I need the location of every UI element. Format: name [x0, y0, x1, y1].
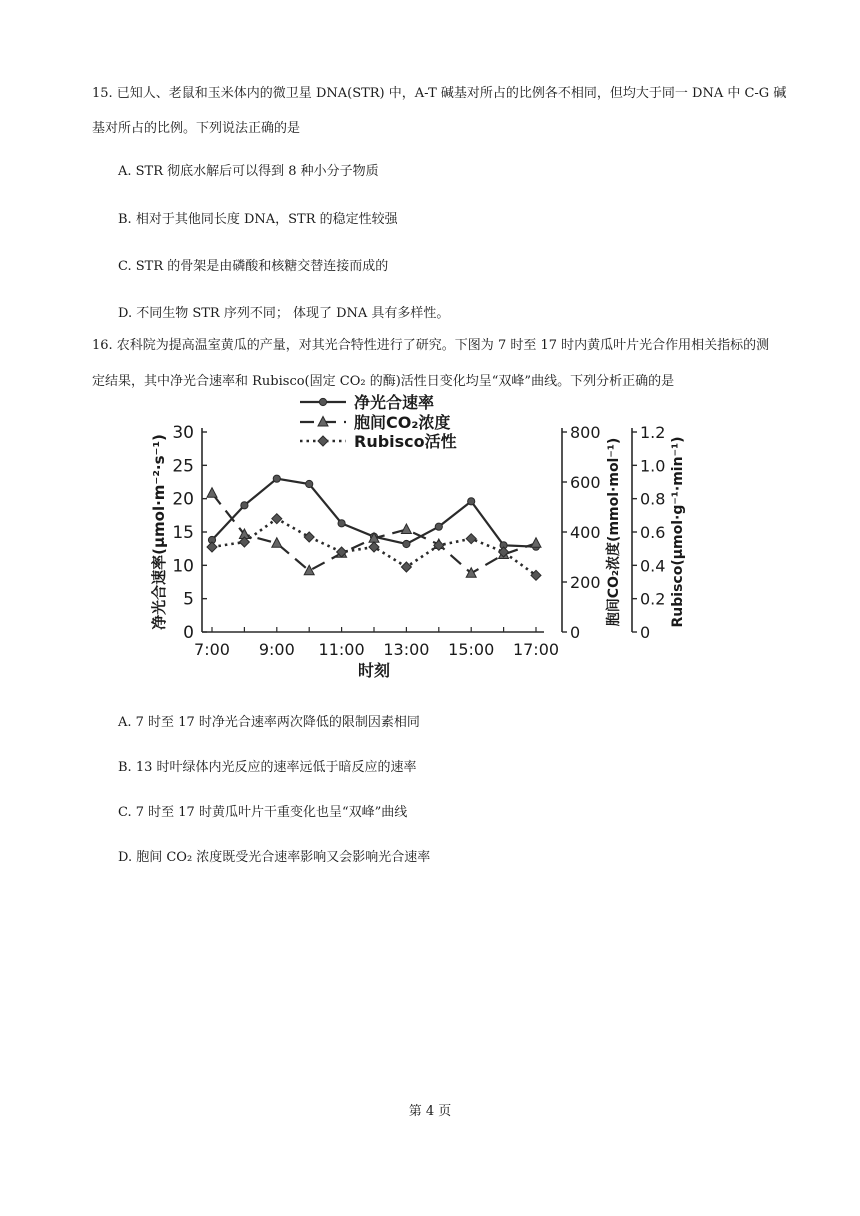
right-y-tick-label-co2: 200: [570, 573, 601, 592]
x-tick-label: 17:00: [512, 640, 560, 659]
q15-option-b: B. 相对于其他同长度 DNA，STR 的稳定性较强: [118, 212, 398, 227]
data-point-net-photosynthesis: [273, 475, 280, 482]
left-y-tick-label: 0: [183, 623, 194, 643]
x-axis-label: 时刻: [357, 661, 391, 680]
left-y-tick-label: 25: [172, 456, 194, 477]
right-y-tick-label-co2: 600: [570, 473, 601, 492]
x-tick-label: 9:00: [258, 640, 295, 659]
data-point-intercellular-co2: [531, 538, 541, 548]
data-point-net-photosynthesis: [435, 523, 442, 530]
right-y-axis-label-rubisco: Rubisco(μmol·g⁻¹·min⁻¹): [670, 436, 686, 628]
legend-label-net-photosynthesis: 净光合速率: [354, 393, 435, 412]
legend-label-intercellular-co2: 胞间CO₂浓度: [354, 413, 451, 432]
q16-option-c: C. 7 时至 17 时黄瓜叶片干重变化也呈“双峰”曲线: [118, 805, 408, 820]
left-y-tick-label: 5: [183, 589, 194, 610]
right-y-axis-label-co2: 胞间CO₂浓度(mmol·mol⁻¹): [606, 437, 622, 627]
x-tick-label: 7:00: [194, 640, 230, 659]
right-y-tick-label-rubisco: 0: [640, 623, 651, 642]
right-y-tick-label-rubisco: 0.6: [640, 523, 666, 542]
data-point-rubisco-activity: [304, 532, 314, 542]
legend-label-rubisco-activity: Rubisco活性: [354, 432, 457, 451]
right-y-tick-label-co2: 0: [570, 623, 581, 642]
legend-marker-rubisco-activity: [318, 436, 328, 446]
q16-option-a: A. 7 时至 17 时净光合速率两次降低的限制因素相同: [118, 715, 420, 730]
data-point-intercellular-co2: [272, 538, 282, 548]
q15-option-a: A. STR 彻底水解后可以得到 8 种小分子物质: [118, 164, 379, 179]
data-point-net-photosynthesis: [306, 480, 313, 487]
q16-stem-line2: 定结果，其中净光合速率和 Rubisco(固定 CO₂ 的酶)活性日变化均呈“双峰”曲线。下列分析正确的是: [92, 374, 675, 389]
chart-series: [207, 475, 541, 580]
left-y-axis-label: 净光合速率(μmol·m⁻²·s⁻¹): [150, 434, 168, 630]
data-point-rubisco-activity: [466, 534, 476, 544]
left-y-tick-label: 15: [172, 523, 194, 543]
q16-stem-line1: 16. 农科院为提高温室黄瓜的产量，对其光合特性进行了研究。下图为 7 时至 17 时内黄瓜叶片光合作用相关指标的测: [92, 338, 770, 353]
right-y-tick-label-co2: 800: [570, 423, 601, 442]
right-y-tick-label-co2: 400: [570, 523, 601, 542]
data-point-net-photosynthesis: [403, 540, 410, 547]
data-point-intercellular-co2: [401, 524, 411, 534]
right-y-tick-label-rubisco: 1.2: [640, 423, 666, 442]
q15-stem-line2: 基对所占的比例。下列说法正确的是: [92, 121, 301, 136]
page-number: 第 4 页: [408, 1104, 452, 1119]
q15-option-d: D. 不同生物 STR 序列不同； 体现了 DNA 具有多样性。: [118, 306, 450, 321]
x-tick-label: 13:00: [383, 640, 430, 659]
q15-stem-line1: 15. 已知人、老鼠和玉米体内的微卫星 DNA(STR) 中，A-T 碱基对所占的比例各不相同，但均大于同一 DNA 中 C-G 碱: [92, 86, 787, 101]
data-point-net-photosynthesis: [241, 502, 248, 509]
left-y-tick-label: 20: [172, 489, 194, 510]
chart-axes: [150, 423, 686, 680]
q16-option-d: D. 胞间 CO₂ 浓度既受光合速率影响又会影响光合速率: [118, 850, 431, 865]
right-y-tick-label-rubisco: 0.4: [640, 556, 666, 576]
chart-legend: [300, 393, 457, 451]
data-point-rubisco-activity: [207, 542, 217, 552]
data-point-intercellular-co2: [207, 488, 217, 498]
left-y-tick-label: 30: [172, 423, 194, 443]
right-y-tick-label-rubisco: 1.0: [640, 456, 666, 476]
data-point-net-photosynthesis: [468, 498, 475, 505]
left-y-tick-label: 10: [172, 556, 194, 577]
x-tick-label: 15:00: [448, 640, 495, 659]
legend-marker-net-photosynthesis: [319, 398, 326, 405]
q16-option-b: B. 13 时叶绿体内光反应的速率远低于暗反应的速率: [118, 760, 417, 775]
x-tick-label: 11:00: [318, 640, 365, 659]
data-point-rubisco-activity: [272, 514, 282, 524]
right-y-tick-label-rubisco: 0.8: [640, 489, 666, 509]
q15-option-c: C. STR 的骨架是由磷酸和核糖交替连接而成的: [118, 259, 389, 274]
right-y-tick-label-rubisco: 0.2: [640, 589, 666, 609]
photosynthesis-chart: [140, 388, 700, 693]
data-point-net-photosynthesis: [338, 520, 345, 527]
